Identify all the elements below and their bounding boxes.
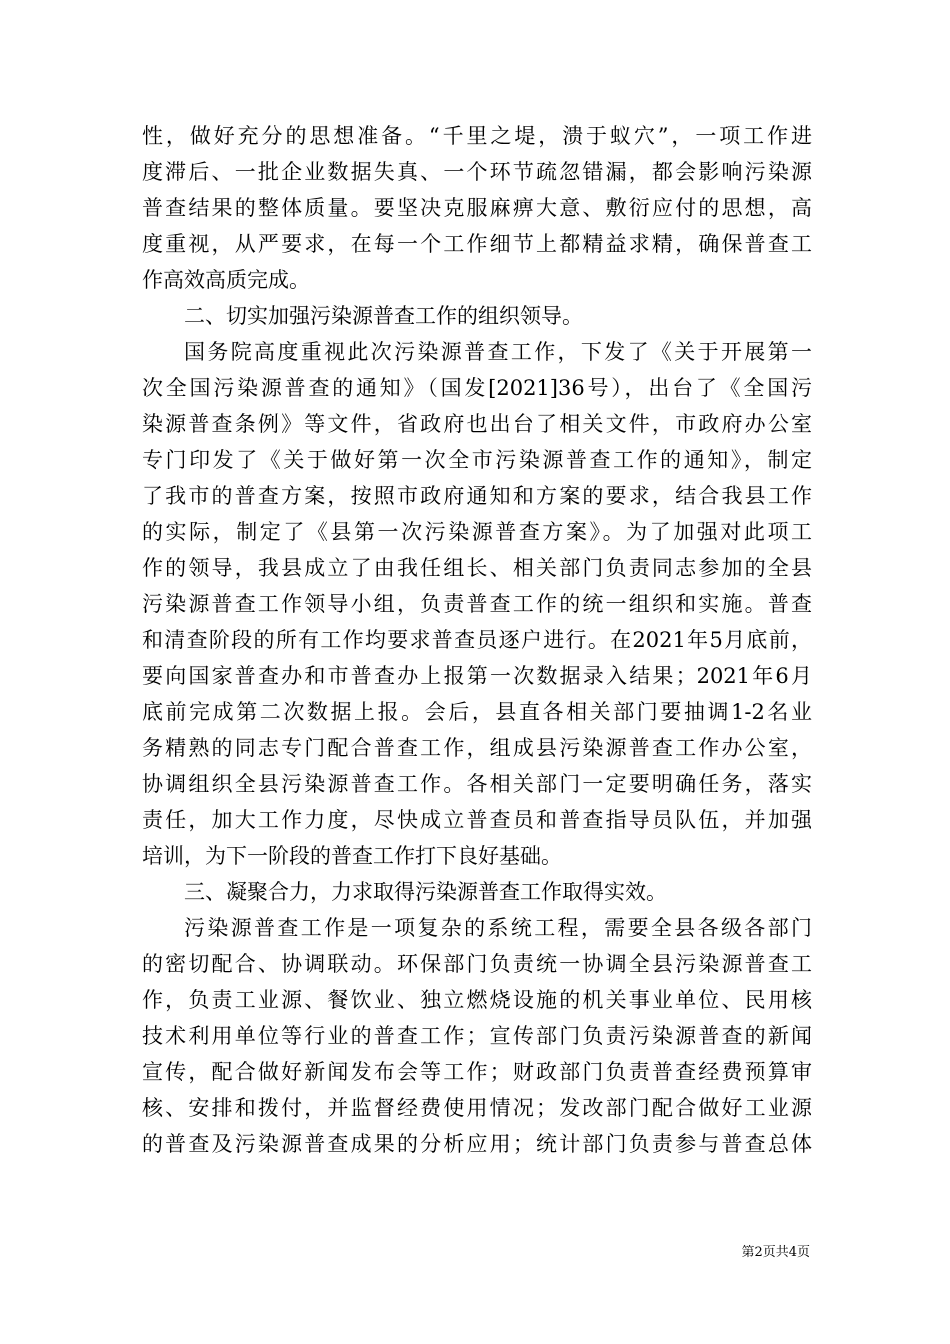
text-line: 了我市的普查方案，按照市政府通知和方案的要求，结合我县工作 bbox=[142, 484, 812, 508]
text-line: 作的领导，我县成立了由我任组长、相关部门负责同志参加的全县 bbox=[142, 556, 812, 580]
text-line: 度滞后、一批企业数据失真、一个环节疏忽错漏，都会影响污染源 bbox=[142, 160, 812, 184]
paragraph bbox=[142, 910, 812, 1162]
text-line: 普查结果的整体质量。要坚决克服麻痹大意、敷衍应付的思想，高 bbox=[142, 196, 812, 220]
text-line: 性，做好充分的思想准备。“千里之堤，溃于蚁穴”，一项工作进 bbox=[142, 124, 812, 148]
text-line: 二、切实加强污染源普查工作的组织领导。 bbox=[184, 304, 583, 328]
paragraph bbox=[142, 118, 812, 298]
text-line: 作高效高质完成。 bbox=[142, 268, 310, 292]
text-line: 国务院高度重视此次污染源普查工作，下发了《关于开展第一 bbox=[184, 340, 812, 364]
text-line: 污染源普查工作领导小组，负责普查工作的统一组织和实施。普查 bbox=[142, 592, 812, 616]
text-line: 染源普查条例》等文件，省政府也出台了相关文件，市政府办公室 bbox=[142, 412, 812, 436]
text-line: 底前完成第二次数据上报。会后，县直各相关部门要抽调1-2名业 bbox=[142, 700, 812, 724]
text-line: 技术利用单位等行业的普查工作；宣传部门负责污染源普查的新闻 bbox=[142, 1024, 812, 1048]
text-line: 培训，为下一阶段的普查工作打下良好基础。 bbox=[142, 844, 562, 868]
text-line: 次全国污染源普查的通知》（国发[2021]36号），出台了《全国污 bbox=[142, 376, 812, 400]
text-line: 责任，加大工作力度，尽快成立普查员和普查指导员队伍，并加强 bbox=[142, 808, 812, 832]
text-line: 污染源普查工作是一项复杂的系统工程，需要全县各级各部门 bbox=[184, 916, 812, 940]
text-line: 核、安排和拨付，并监督经费使用情况；发改部门配合做好工业源 bbox=[142, 1096, 812, 1120]
text-line: 宣传，配合做好新闻发布会等工作；财政部门负责普查经费预算审 bbox=[142, 1060, 812, 1084]
text-line: 的密切配合、协调联动。环保部门负责统一协调全县污染源普查工 bbox=[142, 952, 812, 976]
text-line: 和清查阶段的所有工作均要求普查员逐户进行。在2021年5月底前， bbox=[142, 628, 812, 652]
text-line: 的实际，制定了《县第一次污染源普查方案》。为了加强对此项工 bbox=[142, 520, 812, 544]
section-heading bbox=[142, 874, 812, 910]
text-line: 务精熟的同志专门配合普查工作，组成县污染源普查工作办公室， bbox=[142, 736, 812, 760]
text-line: 协调组织全县污染源普查工作。各相关部门一定要明确任务，落实 bbox=[142, 772, 812, 796]
text-line: 的普查及污染源普查成果的分析应用；统计部门负责参与普查总体 bbox=[142, 1132, 812, 1156]
text-line: 度重视，从严要求，在每一个工作细节上都精益求精，确保普查工 bbox=[142, 232, 812, 256]
paragraph bbox=[142, 334, 812, 874]
page-number: 第2页共4页 bbox=[741, 1245, 810, 1260]
text-line: 要向国家普查办和市普查办上报第一次数据录入结果；2021年6月 bbox=[142, 664, 812, 688]
text-line: 三、凝聚合力，力求取得污染源普查工作取得实效。 bbox=[184, 880, 667, 904]
text-line: 专门印发了《关于做好第一次全市污染源普查工作的通知》，制定 bbox=[142, 448, 812, 472]
text-line: 作，负责工业源、餐饮业、独立燃烧设施的机关事业单位、民用核 bbox=[142, 988, 812, 1012]
document-body bbox=[142, 118, 812, 1162]
section-heading bbox=[142, 298, 812, 334]
